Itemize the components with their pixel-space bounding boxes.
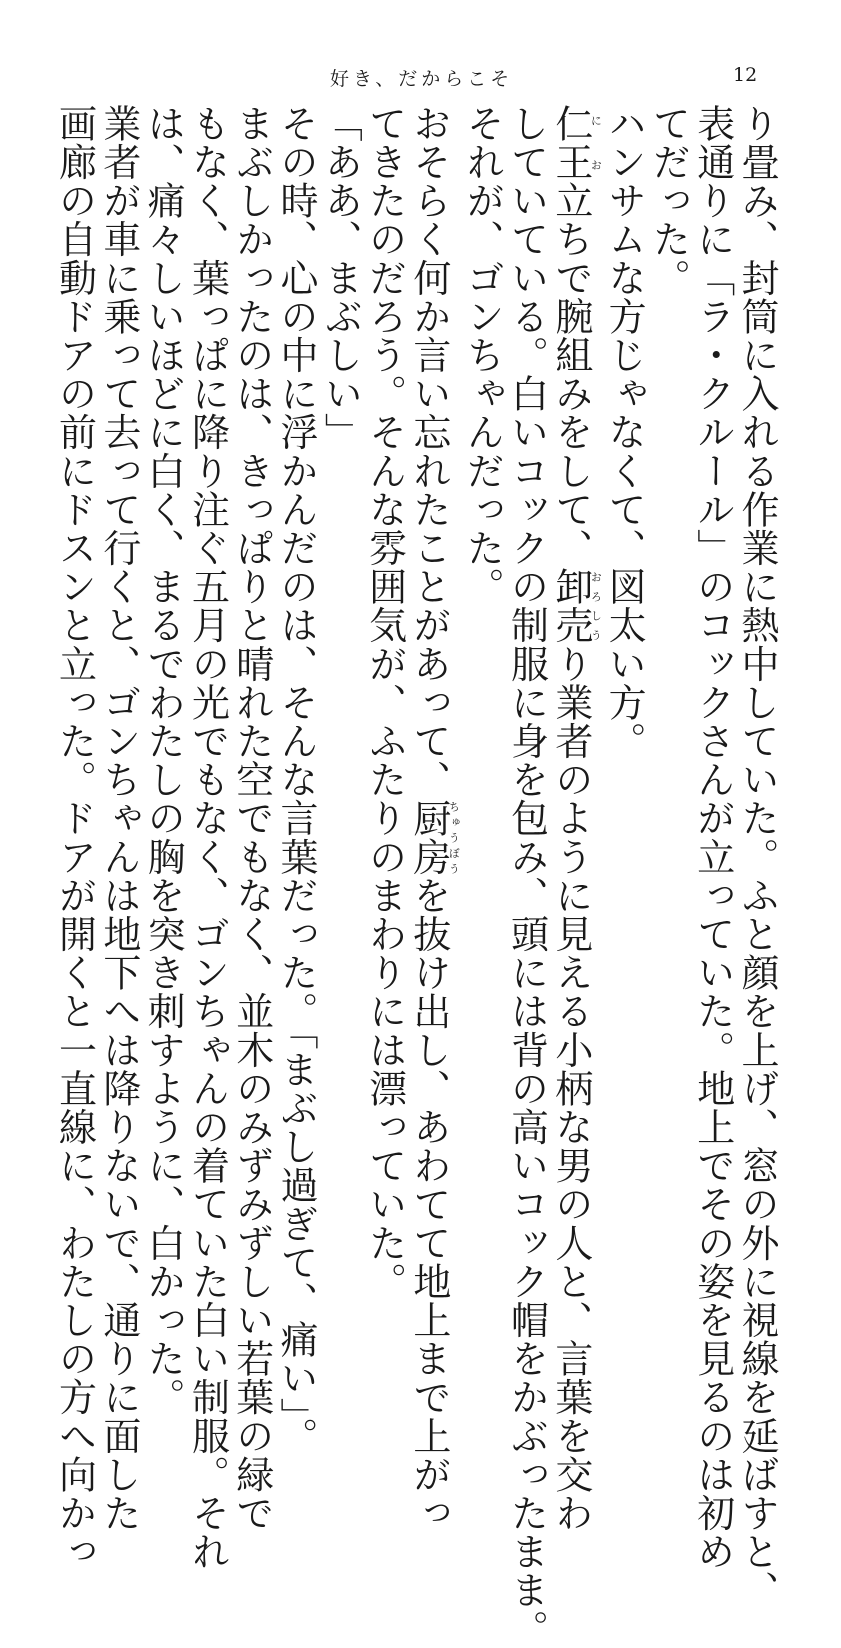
text-line: まぶしかったのは、きっぱりと晴れた空でもなく、並木のみずみずしい若葉の緑で <box>229 104 274 1533</box>
text-line: もなく、葉っぱに降り注ぐ五月の光でもなく、ゴンちゃんの着ていた白い制服。それ <box>185 104 230 1571</box>
running-head: 好き、だからこそ <box>330 68 514 90</box>
ruby-word: 厨房ちゅうぼう <box>406 798 461 877</box>
text-line: していている。白いコックの制服に身を包み、頭には背の高いコック帽をかぶったまま。 <box>504 104 549 1648</box>
text-line: それが、ゴンちゃんだった。 <box>460 104 505 606</box>
text-line: その時、心の中に浮かんだのは、そんな言葉だった。「まぶし過ぎて、痛い」。 <box>274 104 319 1456</box>
text-line: 仁王にお立ちで腕組みをして、卸売おろしうり業者のように見える小柄な男の人と、言葉を交わ <box>548 104 603 1533</box>
text-line: は、痛々しいほどに白く、まるでわたしの胸を突き刺すように、白かった。 <box>141 104 186 1417</box>
ruby-word: 仁王にお <box>548 104 603 182</box>
text-line: ハンサムな方じゃなくて、図太い方。 <box>602 104 647 761</box>
text-line: 業者が車に乗って去って行くと、ゴンちゃんは地下へは降りないで、通りに面した <box>96 104 141 1533</box>
text-line: 「ああ、まぶしい」 <box>318 104 363 452</box>
text-line: てきたのだろう。そんな雰囲気が、ふたりのまわりには漂っていた。 <box>362 104 407 1301</box>
page-number: 12 <box>733 64 758 86</box>
text-line: 画廊の自動ドアの前にドスンと立った。ドアが開くと一直線に、わたしの方へ向かっ <box>52 104 97 1571</box>
text-line: 表通りに「ラ・クルール」のコックさんが立っていた。地上でその姿を見るのは初め <box>690 104 735 1571</box>
ruby-word: 卸売おろしう <box>548 567 603 645</box>
text-line: り畳み、封筒に入れる作業に熱中していた。ふと顔を上げ、窓の外に視線を延ばすと、 <box>735 104 779 1610</box>
text-line: おそらく何か言い忘れたことがあって、厨房ちゅうぼうを抜け出し、あわてて地上まで上がっ <box>406 104 461 1533</box>
body-text <box>52 104 779 1648</box>
text-line: てだった。 <box>646 104 691 297</box>
